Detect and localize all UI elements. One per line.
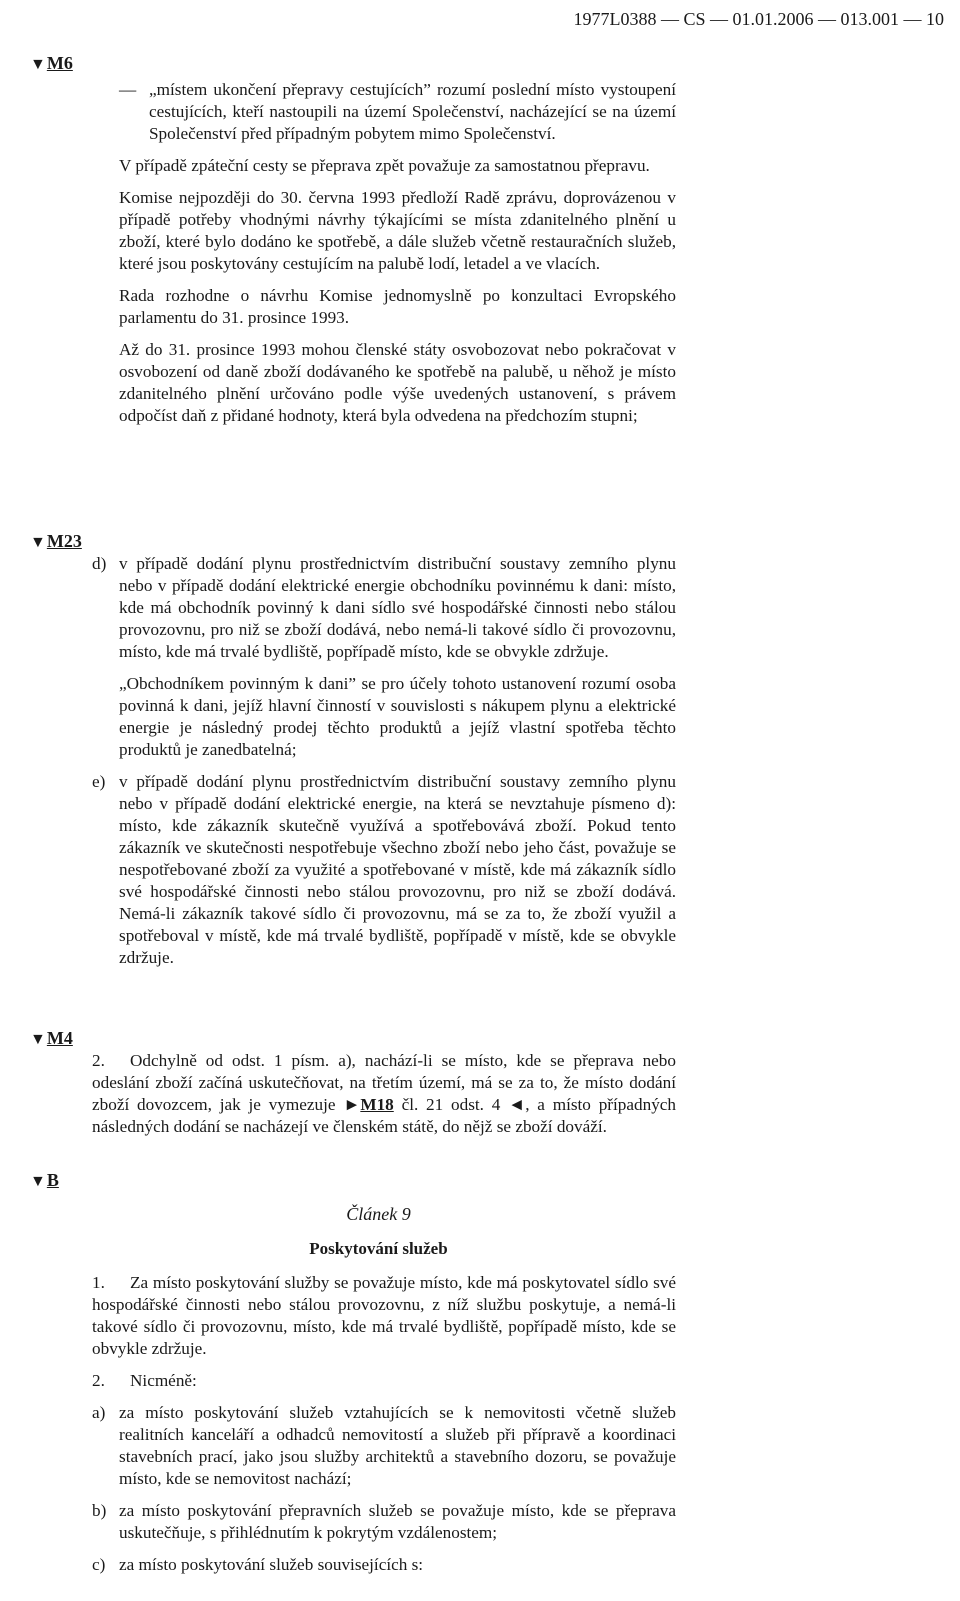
article-number: Článek 9: [346, 1204, 411, 1224]
list-item-d: [92, 553, 676, 761]
section-b: [92, 1272, 676, 1576]
paragraph-text: Odchylně od odst. 1 písm. a), nachází-li se místo, kde se přeprava nebo odeslání zboží začíná uskutečňovat, na třetím území, má se za to, že místo dodání zboží dovozcem, jak je vymezuje: [92, 1051, 676, 1114]
paragraph-2: [92, 1370, 676, 1392]
item-label: a): [92, 1403, 106, 1422]
cross-reference[interactable]: [343, 1095, 393, 1114]
definition-paragraph: „Obchodníkem povinným k dani” se pro účely tohoto ustanovení rozumí osoba povinná k dani, jejíž hlavní činností v souvislosti s nákupem plynu a elektrické energie je následný prodej těchto produktů a jejíž vlastní spotřeba těchto produktů je zanedbatelná;: [119, 674, 676, 759]
item-text: za místo poskytování přepravních služeb se považuje místo, kde se přeprava uskutečňuje, s přihlédnutím k pokrytým vzdálenostem;: [119, 1501, 676, 1542]
paragraph-text: Za místo poskytování služby se považuje místo, kde má poskytovatel sídlo své hospodářské činnosti nebo stálou provozovnu, z níž službu poskytuje, a nemá-li takové sídlo či provozovnu, místo, kde má trvalé bydliště, popřípadě místo, kde se obvykle zdržuje.: [92, 1273, 676, 1358]
paragraph-number: 2.: [92, 1051, 105, 1070]
item-label: b): [92, 1501, 107, 1520]
dash-list-item: [119, 79, 676, 145]
paragraph-number: 2.: [92, 1371, 105, 1390]
amendment-marker-m4[interactable]: [30, 1027, 73, 1051]
marker-label: M4: [46, 1028, 73, 1048]
triangle-down-icon: ▼: [30, 56, 46, 73]
list-item-e: [92, 771, 676, 969]
marker-label: M23: [46, 531, 82, 551]
item-text: v případě dodání plynu prostřednictvím distribuční soustavy zemního plynu nebo v případě dodání elektrické energie, na která se nevztahuje písmeno d): místo, kde zákazník skutečně využívá a spotřebovává zboží. Pokud tento zákazník ve skutečnosti nespotřebuje všechno zboží nebo jeho část, považuje se nespotřebované zboží za využité a spotřebované v místě, kde má zákazník sídlo své hospodářské činnosti nebo stálou provozovnu, pro niž se zboží dodává. Nemá-li zákazník takové sídlo či provozovnu, má se za to, že zboží využil a spotřeboval v místě, kde má trvalé bydliště, popřípadě v místě, kde se obvykle zdržuje.: [119, 772, 676, 967]
paragraph: Komise nejpozději do 30. června 1993 předloží Radě zprávu, doprovázenou v případě potřeby vhodnými návrhy týkajícími se místa zdanitelného plnění u zboží, které bylo dodáno ke spotřebě, a dále služeb včetně restauračních služeb, které jsou poskytovány cestujícím na palubě lodí, letadel a ve vlacích.: [119, 188, 676, 273]
triangle-down-icon: ▼: [30, 534, 46, 551]
article-title: Poskytování služeb: [309, 1239, 448, 1258]
document-header: 1977L0388 — CS — 01.01.2006 — 013.001 — 10: [573, 9, 944, 29]
amendment-marker-m6[interactable]: [30, 52, 73, 76]
marker-label: B: [46, 1170, 59, 1190]
item-label: c): [92, 1555, 106, 1574]
marker-label: M6: [46, 53, 73, 73]
paragraph: Až do 31. prosince 1993 mohou členské státy osvobozovat nebo pokračovat v osvobození od daně zboží dodávaného ke spotřebě na palubě, u něhož je místo zdanitelného plnění určováno podle výše uvedených ustanovení, s právem odpočíst daň z přidané hodnoty, která byla odvedena na předchozím stupni;: [119, 340, 676, 425]
paragraph-text: Nicméně:: [130, 1371, 197, 1390]
item-text: za místo poskytování služeb vztahujících se k nemovitosti včetně služeb realitních kanceláří a odhadců nemovitostí a služeb při přípravě a koordinaci stavebních prací, jako jsou služby architektů a stavebního dozoru, se považuje místo, kde se nemovitost nachází;: [119, 1403, 676, 1488]
paragraph: V případě zpáteční cesty se přeprava zpět považuje za samostatnou přepravu.: [119, 156, 650, 175]
paragraph-1: [92, 1272, 676, 1360]
paragraph-number: 1.: [92, 1273, 105, 1292]
paragraph-text: čl. 21 odst. 4: [401, 1095, 501, 1114]
ref-close-arrow-icon: ◄: [508, 1095, 526, 1114]
dash-item-text: „místem ukončení přepravy cestujících” rozumí poslední místo vystoupení cestujících, kteří nastoupili na území Společenství, nacházející se na území Společenství před případným pobytem mimo Společenství.: [149, 80, 676, 143]
ref-code-link[interactable]: M18: [360, 1095, 394, 1114]
list-item-b: [92, 1500, 676, 1544]
item-label: d): [92, 554, 107, 573]
list-item-a: [92, 1402, 676, 1490]
item-text: v případě dodání plynu prostřednictvím distribuční soustavy zemního plynu nebo v případě dodání elektrické energie obchodníku povinnému k dani: místo, kde má obchodník povinný k dani sídlo své hospodářské činnosti nebo stálou provozovnu, pro niž se zboží dodává, nebo nemá-li takové sídlo či provozovnu, místo, kde má trvalé bydliště, popřípadě místo, kde se obvykle zdržuje.: [119, 554, 676, 661]
amendment-marker-m23[interactable]: [30, 530, 82, 554]
paragraph-2: [92, 1050, 676, 1138]
paragraph-text: , a místo případných následných dodání se nacházejí ve členském státě, do nějž se zboží dováží.: [92, 1095, 677, 1136]
section-m23: [92, 553, 676, 969]
item-label: e): [92, 772, 106, 791]
section-m6: [119, 79, 676, 427]
paragraph: Rada rozhodne o návrhu Komise jednomyslně po konzultaci Evropského parlamentu do 31. prosince 1993.: [119, 286, 676, 327]
list-item-c: [92, 1554, 676, 1576]
dash-bullet: —: [119, 80, 137, 99]
triangle-down-icon: ▼: [30, 1173, 46, 1190]
triangle-down-icon: ▼: [30, 1031, 46, 1048]
amendment-marker-b[interactable]: [30, 1169, 59, 1193]
ref-open-arrow-icon: ►: [343, 1095, 361, 1114]
item-text: za místo poskytování služeb souvisejících s:: [119, 1555, 424, 1574]
section-m4: [92, 1050, 676, 1138]
